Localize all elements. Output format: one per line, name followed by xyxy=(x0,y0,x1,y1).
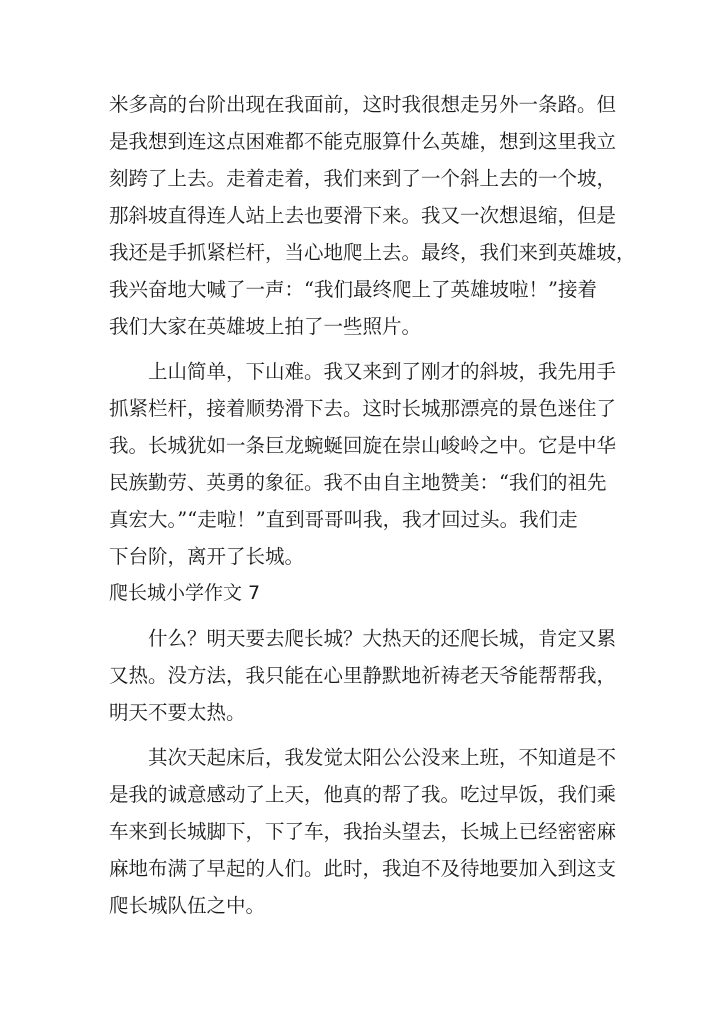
text-line: 其次天起床后，我发觉太阳公公没来上班，不知道是不 xyxy=(148,746,617,769)
essay-text xyxy=(109,86,639,924)
text-line: 我兴奋地大喊了一声：“我们最终爬上了英雄坡啦！”接着 xyxy=(109,278,597,301)
text-line: 下台阶，离开了长城。 xyxy=(109,545,305,568)
text-line: 我还是手抓紧栏杆，当心地爬上去。最终，我们来到英雄坡， xyxy=(109,241,636,264)
paragraph xyxy=(109,353,639,575)
text-line: 抓紧栏杆，接着顺势滑下去。这时长城那漂亮的景色迷住了 xyxy=(109,397,617,420)
text-line: 上山简单，下山难。我又来到了刚才的斜坡，我先用手 xyxy=(148,360,617,383)
text-line: 是我的诚意感动了上天，他真的帮了我。吃过早饭，我们乘 xyxy=(109,783,617,806)
text-line: 麻地布满了早起的人们。此时，我迫不及待地要加入到这支 xyxy=(109,857,617,880)
paragraph xyxy=(109,620,639,731)
section-heading-wrap xyxy=(109,575,639,612)
paragraph xyxy=(109,86,639,345)
section-heading: 爬长城小学作文 7 xyxy=(109,582,261,604)
text-line: 那斜坡直得连人站上去也要滑下来。我又一次想退缩，但是 xyxy=(109,204,617,227)
text-line: 车来到长城脚下，下了车，我抬头望去，长城上已经密密麻 xyxy=(109,820,617,843)
text-line: 真宏大。”“走啦！”直到哥哥叫我，我才回过头。我们走 xyxy=(109,508,578,531)
text-line: 又热。没方法，我只能在心里静默地祈祷老天爷能帮帮我， xyxy=(109,664,617,687)
paragraph-spacer xyxy=(109,731,639,739)
text-line: 什么？明天要去爬长城？大热天的还爬长城，肯定又累 xyxy=(148,627,617,650)
text-line: 米多高的台阶出现在我面前，这时我很想走另外一条路。但 xyxy=(109,93,617,116)
text-line: 我。长城犹如一条巨龙蜿蜒回旋在崇山峻岭之中。它是中华 xyxy=(109,434,617,457)
paragraph xyxy=(109,739,639,924)
text-line: 刻跨了上去。走着走着，我们来到了一个斜上去的一个坡， xyxy=(109,167,617,190)
text-line: 民族勤劳、英勇的象征。我不由自主地赞美：“我们的祖先 xyxy=(109,471,607,494)
text-line: 爬长城队伍之中。 xyxy=(109,894,266,917)
text-line: 明天不要太热。 xyxy=(109,701,246,724)
paragraph-spacer xyxy=(109,345,639,353)
text-line: 我们大家在英雄坡上拍了一些照片。 xyxy=(109,315,422,338)
paragraph-spacer xyxy=(109,612,639,620)
text-line: 是我想到连这点困难都不能克服算什么英雄，想到这里我立 xyxy=(109,130,617,153)
